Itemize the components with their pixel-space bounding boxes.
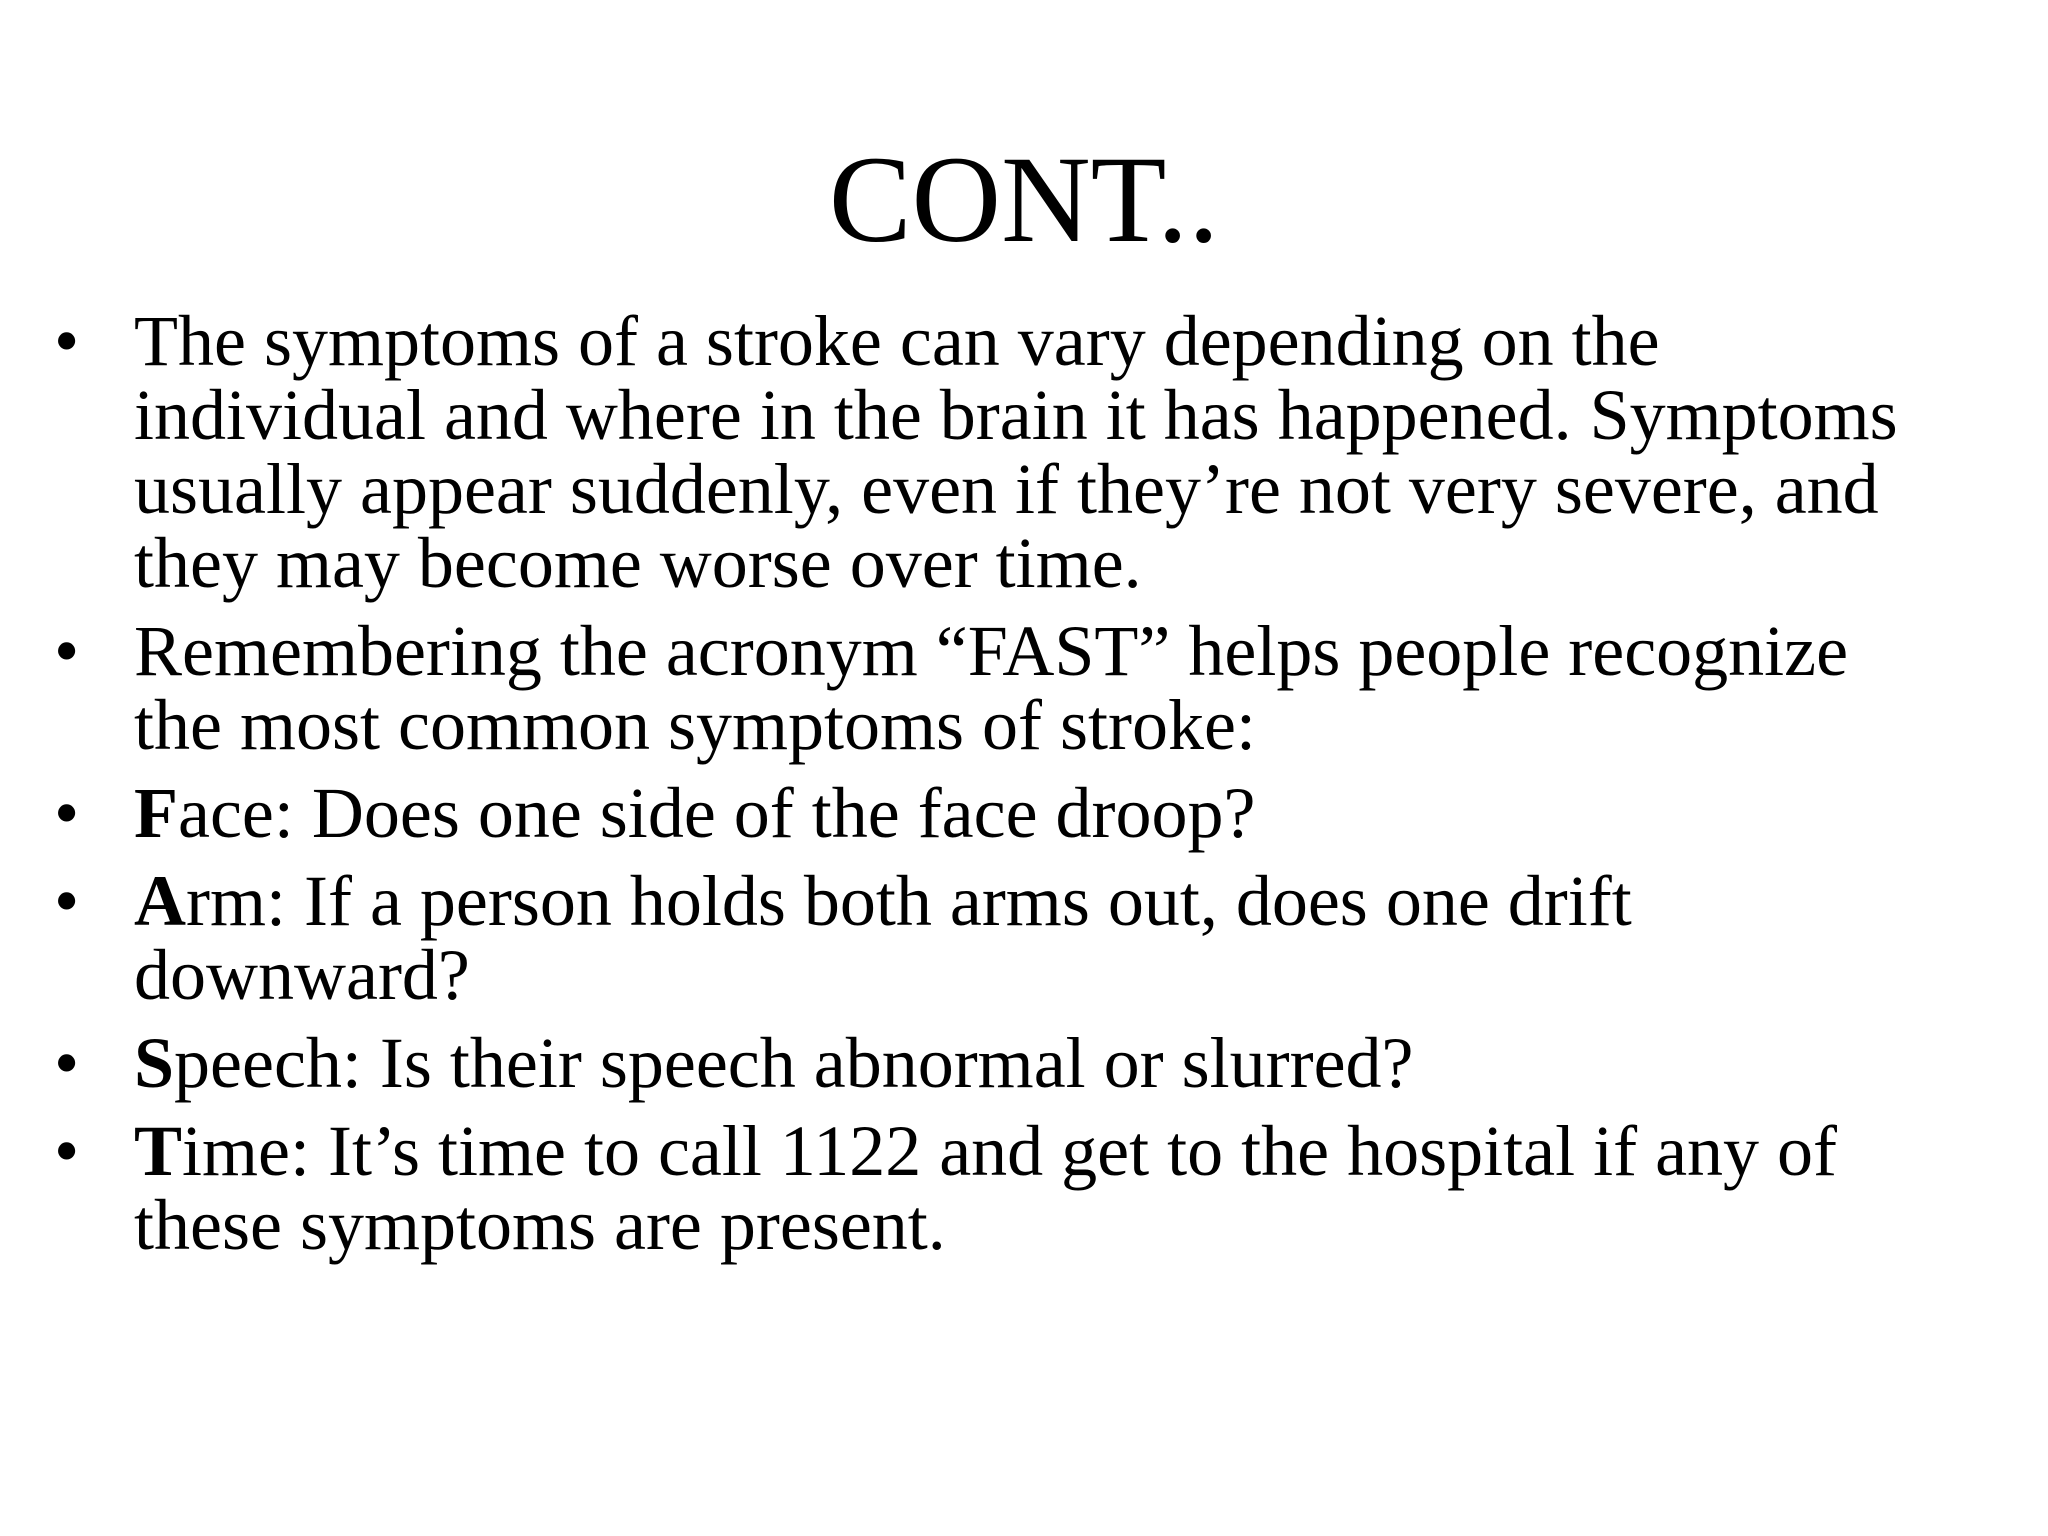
bullet-icon: • xyxy=(54,611,80,691)
bullet-lead-letter: T xyxy=(134,1111,183,1191)
bullet-text: Remembering the acronym “FAST” helps people recognize the most common symptoms of stroke: xyxy=(134,611,1849,765)
bullet-item-fast-acronym xyxy=(54,611,1954,765)
bullet-text: The symptoms of a stroke can vary depending on the individual and where in the brain it has happened. Symptoms usually appear suddenly, even if they’re not very severe, and they may become worse over time. xyxy=(134,301,1898,603)
bullet-item-arm xyxy=(54,861,1954,1015)
bullet-icon: • xyxy=(54,1023,80,1103)
bullet-text: peech: Is their speech abnormal or slurred? xyxy=(174,1023,1414,1103)
bullet-lead-letter: F xyxy=(134,773,178,853)
slide-title: CONT.. xyxy=(828,131,1220,268)
bullet-item-face xyxy=(54,773,1954,853)
bullet-icon: • xyxy=(54,773,80,853)
bullet-icon: • xyxy=(54,861,80,941)
bullet-text: ime: It’s time to call 1122 and get to the hospital if any of these symptoms are present. xyxy=(134,1111,1838,1265)
bullet-item-speech xyxy=(54,1023,1954,1103)
bullet-item-symptoms-vary xyxy=(54,301,1954,603)
bullet-text: rm: If a person holds both arms out, does one drift downward? xyxy=(134,861,1632,1015)
bullet-icon: • xyxy=(54,1111,80,1191)
bullet-lead-letter: S xyxy=(134,1023,175,1103)
bullet-text: ace: Does one side of the face droop? xyxy=(177,773,1256,853)
bullet-item-time xyxy=(54,1111,1954,1265)
bullet-list xyxy=(54,301,1954,1276)
bullet-icon: • xyxy=(54,301,80,381)
bullet-lead-letter: A xyxy=(134,861,186,941)
